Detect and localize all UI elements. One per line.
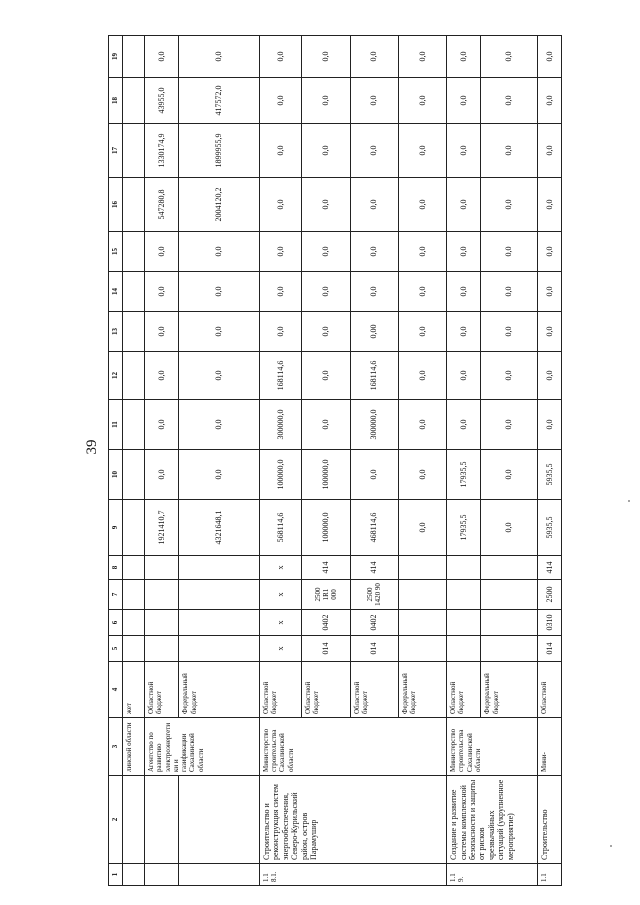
header-cell: 3 — [109, 718, 123, 776]
table-cell — [123, 78, 145, 124]
table-cell — [123, 776, 145, 864]
table-cell: 0,0 — [398, 500, 446, 556]
table-cell: 168114,6 — [350, 352, 398, 400]
table-cell — [123, 610, 145, 636]
header-cell: 18 — [109, 78, 123, 124]
table-cell: 0,0 — [179, 312, 260, 352]
table-cell: x — [259, 580, 301, 610]
table-cell: 0,0 — [447, 36, 481, 78]
table-cell — [145, 776, 179, 864]
table-cell — [123, 556, 145, 580]
table-cell: 0,0 — [302, 352, 350, 400]
table-cell: Создание и развитие системы комплексной безопасности и защиты от рисков чрезвычайных ситуаций (укрупненное мероприятие) — [447, 776, 538, 864]
page-number: 39 — [84, 439, 100, 455]
table-cell: 0,0 — [350, 178, 398, 232]
table-cell: Областной — [537, 662, 561, 718]
table-cell — [447, 610, 481, 636]
table-cell: 1.1 8.1. — [259, 864, 446, 886]
table-cell: 0,0 — [350, 450, 398, 500]
table-cell — [145, 864, 179, 886]
table-cell: 0,0 — [537, 352, 561, 400]
table-cell: 0,0 — [398, 36, 446, 78]
table-cell: 0,0 — [179, 36, 260, 78]
table-cell: 0,0 — [481, 352, 537, 400]
table-cell: 0,0 — [302, 78, 350, 124]
table-cell: 0,0 — [398, 178, 446, 232]
table-cell — [123, 124, 145, 178]
header-cell: 12 — [109, 352, 123, 400]
table-cell: 1.1 9. — [447, 864, 538, 886]
table-cell — [398, 556, 446, 580]
table-cell: 0,0 — [537, 232, 561, 272]
table-cell — [179, 610, 260, 636]
table-cell: 17935,5 — [447, 500, 481, 556]
table-cell — [145, 580, 179, 610]
table-cell — [447, 580, 481, 610]
table-cell: 0,0 — [537, 36, 561, 78]
table-cell: Министерство строительства Сахалинской области — [447, 718, 538, 776]
table-cell: Строительство и реконструкция систем энергообеспечения, Северо-Курильский район, остров Парамушир — [259, 776, 446, 864]
table-cell: 0,0 — [537, 78, 561, 124]
table-cell: 0,0 — [179, 400, 260, 450]
table-cell: 0,0 — [398, 232, 446, 272]
table-cell: 0,0 — [302, 232, 350, 272]
table-cell: 0,0 — [259, 124, 301, 178]
table-row — [123, 36, 145, 886]
header-cell: 5 — [109, 636, 123, 662]
table-cell: 0,0 — [537, 124, 561, 178]
table-cell: 1330174,9 — [145, 124, 179, 178]
table-cell: 0,0 — [145, 312, 179, 352]
table-cell: 547280,8 — [145, 178, 179, 232]
table-cell: 0,0 — [537, 178, 561, 232]
table-cell: 0,0 — [302, 124, 350, 178]
table-cell: 0,0 — [481, 232, 537, 272]
header-cell: 8 — [109, 556, 123, 580]
table-cell: 568114,6 — [259, 500, 301, 556]
table-cell — [179, 636, 260, 662]
table-cell: 0,0 — [481, 124, 537, 178]
header-cell: 4 — [109, 662, 123, 718]
table-cell: Областной бюджет — [145, 662, 179, 718]
table-cell: 014 — [302, 636, 350, 662]
table-cell — [123, 400, 145, 450]
table-cell: 0,0 — [481, 178, 537, 232]
table-row — [145, 36, 179, 886]
table-cell — [481, 580, 537, 610]
table-cell: 0,0 — [259, 232, 301, 272]
table-cell: 0,0 — [481, 500, 537, 556]
table-cell: 0,0 — [179, 450, 260, 500]
table-cell — [398, 636, 446, 662]
header-cell: 7 — [109, 580, 123, 610]
table-cell — [123, 450, 145, 500]
table-cell: 0,0 — [447, 312, 481, 352]
table-cell: 0,0 — [259, 78, 301, 124]
table-cell: 1899955,9 — [179, 124, 260, 178]
table-cell — [447, 636, 481, 662]
table-cell: 0,0 — [259, 36, 301, 78]
header-cell: 6 — [109, 610, 123, 636]
table-cell: 0,0 — [447, 78, 481, 124]
table-cell — [179, 556, 260, 580]
budget-table-rotated — [108, 36, 562, 886]
table-cell: 0,0 — [398, 352, 446, 400]
table-cell: Агентство по развитию электроэнергетики и газификации Сахалинской области — [145, 718, 260, 776]
table-cell — [179, 864, 260, 886]
header-cell: 2 — [109, 776, 123, 864]
table-cell — [481, 610, 537, 636]
table-cell: 0,0 — [481, 272, 537, 312]
table-cell: 0,0 — [350, 272, 398, 312]
table-cell — [145, 610, 179, 636]
header-cell: 19 — [109, 36, 123, 78]
header-cell: 13 — [109, 312, 123, 352]
table-cell: 0,0 — [447, 178, 481, 232]
table-cell: 014 — [350, 636, 398, 662]
table-cell — [123, 232, 145, 272]
table-cell — [123, 312, 145, 352]
table-cell: 100000,0 — [259, 450, 301, 500]
header-cell: 10 — [109, 450, 123, 500]
table-cell: 417572,0 — [179, 78, 260, 124]
table-cell: Областной бюджет — [302, 662, 350, 718]
header-cell: 11 — [109, 400, 123, 450]
table-cell — [179, 776, 260, 864]
table-cell: Строительство — [537, 776, 561, 864]
table-cell: 43955,0 — [145, 78, 179, 124]
table-cell: 0,0 — [179, 352, 260, 400]
table-cell: 0,0 — [481, 400, 537, 450]
table-cell: Федеральный бюджет — [481, 662, 537, 718]
table-cell — [123, 500, 145, 556]
table-cell: 0402 — [302, 610, 350, 636]
header-row — [109, 36, 123, 886]
table-row — [447, 36, 481, 886]
table-cell: 414 — [302, 556, 350, 580]
table-cell: 0,0 — [537, 400, 561, 450]
table-cell: 0,0 — [179, 272, 260, 312]
table-cell: x — [259, 636, 301, 662]
table-cell — [123, 36, 145, 78]
table-cell: 0,00 — [350, 312, 398, 352]
table-cell: 2500 1R1 000 — [302, 580, 350, 610]
table-cell: 0,0 — [350, 78, 398, 124]
table-cell: линской области — [123, 718, 145, 776]
table-cell: 0,0 — [447, 124, 481, 178]
table-cell: 0,0 — [447, 352, 481, 400]
table-cell: 0,0 — [302, 400, 350, 450]
header-cell: 16 — [109, 178, 123, 232]
table-cell: 4321648,1 — [179, 500, 260, 556]
table-cell — [123, 272, 145, 312]
table-cell: 0,0 — [145, 272, 179, 312]
header-cell: 9 — [109, 500, 123, 556]
table-cell: 0,0 — [398, 272, 446, 312]
table-row — [259, 36, 301, 886]
table-cell: 17935,5 — [447, 450, 481, 500]
table-cell: 0310 — [537, 610, 561, 636]
table-cell: 0,0 — [259, 272, 301, 312]
table-cell — [179, 580, 260, 610]
table-cell: 414 — [350, 556, 398, 580]
table-cell: 168114,6 — [259, 352, 301, 400]
table-cell: Федеральный бюджет — [398, 662, 446, 718]
table-cell: 0,0 — [537, 312, 561, 352]
table-cell: 2500 — [537, 580, 561, 610]
table-cell: 414 — [537, 556, 561, 580]
table-cell: 0,0 — [302, 272, 350, 312]
table-cell: 0,0 — [145, 232, 179, 272]
table-cell: 0402 — [350, 610, 398, 636]
table-cell: 2004120,2 — [179, 178, 260, 232]
table-cell: Мини- — [537, 718, 561, 776]
table-cell: 300000,0 — [350, 400, 398, 450]
header-cell: 15 — [109, 232, 123, 272]
table-cell: 0,0 — [447, 400, 481, 450]
scan-speck — [628, 500, 630, 502]
table-cell — [123, 352, 145, 400]
table-cell: 0,0 — [481, 312, 537, 352]
table-cell: x — [259, 610, 301, 636]
table-cell: 0,0 — [145, 352, 179, 400]
table-cell: жет — [123, 662, 145, 718]
table-cell: 0,0 — [302, 312, 350, 352]
table-cell: 0,0 — [179, 232, 260, 272]
table-cell — [123, 178, 145, 232]
table-cell: 0,0 — [537, 272, 561, 312]
table-cell: 0,0 — [350, 36, 398, 78]
header-cell: 1 — [109, 864, 123, 886]
table-cell — [123, 864, 145, 886]
table-cell: 0,0 — [447, 272, 481, 312]
table-cell: 0,0 — [350, 124, 398, 178]
table-cell — [123, 580, 145, 610]
budget-table — [108, 35, 562, 886]
table-cell: 0,0 — [398, 312, 446, 352]
table-cell: 0,0 — [259, 178, 301, 232]
table-cell: Областной бюджет — [447, 662, 481, 718]
table-cell: 0,0 — [481, 78, 537, 124]
table-cell: Федеральный бюджет — [179, 662, 260, 718]
table-cell — [447, 556, 481, 580]
table-cell: 1.1 — [537, 864, 561, 886]
header-cell: 17 — [109, 124, 123, 178]
table-cell — [145, 556, 179, 580]
table-row — [537, 36, 561, 886]
table-cell: 0,0 — [145, 400, 179, 450]
table-cell: Областной бюджет — [259, 662, 301, 718]
table-cell: 100000,0 — [302, 500, 350, 556]
table-cell: 0,0 — [145, 36, 179, 78]
table-cell: x — [259, 556, 301, 580]
table-cell: 5935,5 — [537, 450, 561, 500]
scan-speck — [610, 845, 612, 847]
table-cell: 5935,5 — [537, 500, 561, 556]
table-cell — [398, 610, 446, 636]
table-cell: 014 — [537, 636, 561, 662]
header-cell: 14 — [109, 272, 123, 312]
table-cell: 0,0 — [447, 232, 481, 272]
table-cell — [398, 580, 446, 610]
table-cell: 0,0 — [481, 450, 537, 500]
table-cell: 1921410,7 — [145, 500, 179, 556]
table-cell — [145, 636, 179, 662]
table-cell: 2500 1420 90 — [350, 580, 398, 610]
table-cell: 0,0 — [302, 178, 350, 232]
table-cell — [481, 636, 537, 662]
table-cell: 0,0 — [398, 124, 446, 178]
table-cell: Министерство строительства Сахалинской области — [259, 718, 446, 776]
table-cell: 100000,0 — [302, 450, 350, 500]
table-cell — [481, 556, 537, 580]
table-cell: 468114,6 — [350, 500, 398, 556]
table-cell — [123, 636, 145, 662]
table-cell: 0,0 — [398, 400, 446, 450]
table-cell: 0,0 — [481, 36, 537, 78]
table-cell: 0,0 — [259, 312, 301, 352]
table-cell: 0,0 — [398, 450, 446, 500]
table-cell: 300000,0 — [259, 400, 301, 450]
table-cell: 0,0 — [145, 450, 179, 500]
table-cell: Областной бюджет — [350, 662, 398, 718]
table-cell: 0,0 — [302, 36, 350, 78]
table-cell: 0,0 — [398, 78, 446, 124]
table-cell: 0,0 — [350, 232, 398, 272]
